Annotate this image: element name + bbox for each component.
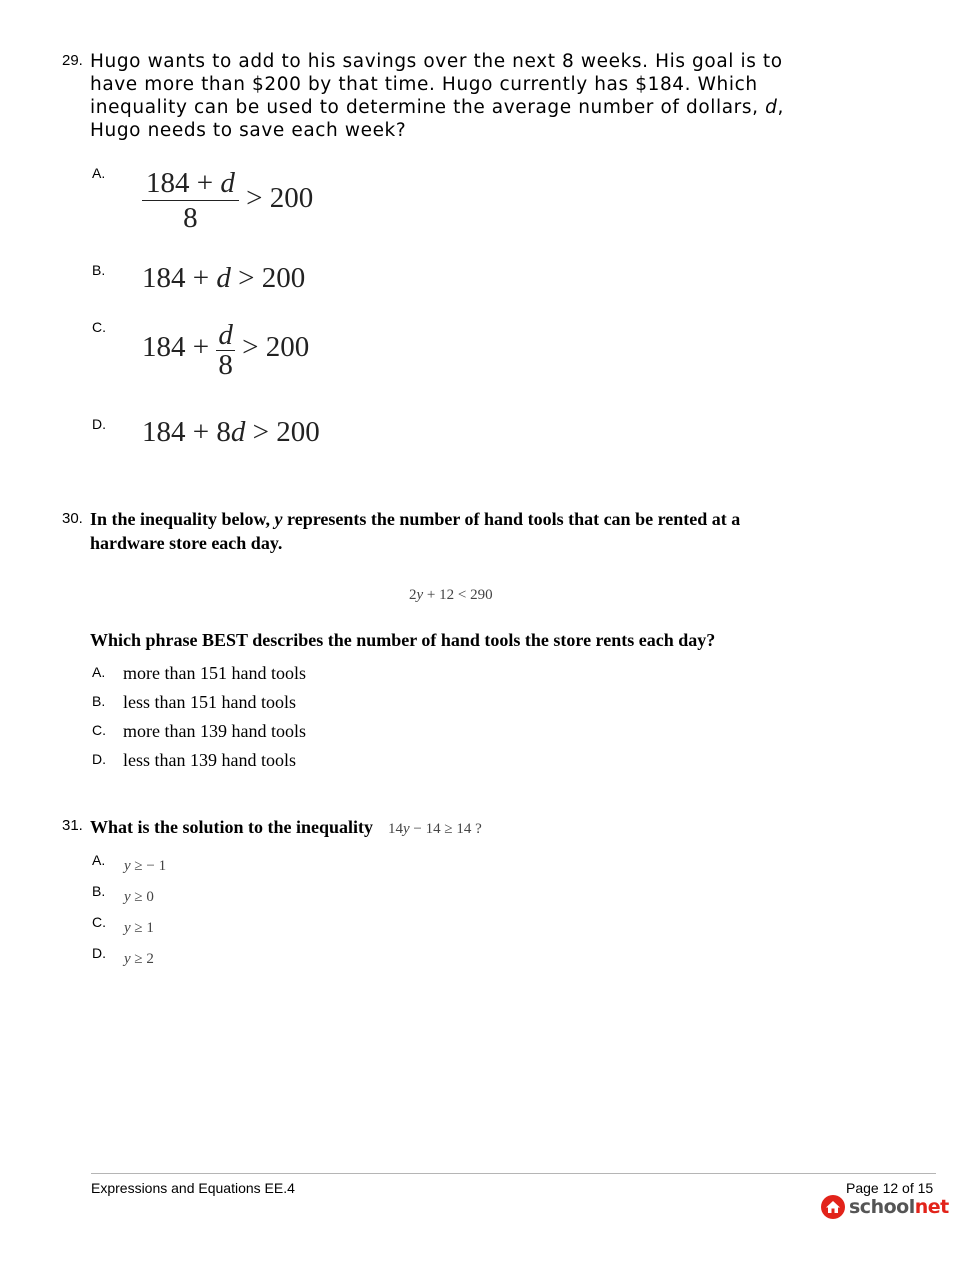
question-30-number: 30. bbox=[62, 510, 83, 527]
q31-option-a-math[interactable]: y ≥ − 1 bbox=[124, 858, 167, 874]
q30-option-b-letter: B. bbox=[92, 693, 106, 709]
q30-equation: 2y + 12 < 290 bbox=[409, 587, 493, 603]
footer-divider bbox=[91, 1173, 936, 1174]
q31-expression: 14y − 14 ≥ 14 ? bbox=[388, 821, 482, 837]
q30-option-b-text[interactable]: less than 151 hand tools bbox=[123, 692, 296, 712]
q30-option-d-text[interactable]: less than 139 hand tools bbox=[123, 750, 296, 770]
footer-page-number: Page 12 of 15 bbox=[846, 1180, 934, 1196]
q29-option-c-math[interactable]: 184 + $\frac{d}{8}$ > 200 bbox=[142, 319, 310, 381]
q31-option-d-math[interactable]: y ≥ 2 bbox=[124, 951, 154, 967]
q29-option-d-letter: D. bbox=[92, 416, 106, 432]
q31-option-b-math[interactable]: y ≥ 0 bbox=[124, 889, 154, 905]
question-29-stem bbox=[90, 50, 810, 142]
q31-option-a-letter: A. bbox=[92, 852, 106, 868]
q30-option-d-letter: D. bbox=[92, 751, 106, 767]
q30-option-c-letter: C. bbox=[92, 722, 106, 738]
q31-option-b-letter: B. bbox=[92, 883, 106, 899]
schoolnet-wordmark: schoolnet bbox=[849, 1196, 949, 1218]
schoolnet-logo bbox=[820, 1194, 949, 1220]
q29-option-a-letter: A. bbox=[92, 165, 106, 181]
question-31-number: 31. bbox=[62, 817, 83, 834]
q29-option-b-math[interactable]: 184 + d > 200 bbox=[142, 262, 306, 294]
q30-option-a-text[interactable]: more than 151 hand tools bbox=[123, 663, 306, 683]
q30-option-c-text[interactable]: more than 139 hand tools bbox=[123, 721, 306, 741]
q29-c-fraction: $\frac{d}{8}$ bbox=[218, 319, 233, 381]
schoolnet-house-icon bbox=[820, 1194, 846, 1220]
q30-stem-line-2: hardware store each day. bbox=[90, 533, 283, 553]
q31-option-c-letter: C. bbox=[92, 914, 106, 930]
q29-line-3: inequality can be used to determine the average number of dollars, d, bbox=[90, 97, 784, 118]
q30-stem-line-1: In the inequality below, y represents the number of hand tools that can be rented at a bbox=[90, 509, 741, 529]
q30-option-a-letter: A. bbox=[92, 664, 106, 680]
q29-a-fraction: $\frac{184 + d}{8}$ bbox=[142, 166, 239, 235]
question-29-number: 29. bbox=[62, 52, 83, 69]
q29-line-1: Hugo wants to add to his savings over the next 8 weeks. His goal is to bbox=[90, 51, 783, 72]
q30-question: Which phrase BEST describes the number of hand tools the store rents each day? bbox=[90, 630, 716, 650]
q31-option-c-math[interactable]: y ≥ 1 bbox=[124, 920, 154, 936]
q29-option-d-math[interactable]: 184 + 8d > 200 bbox=[142, 416, 320, 448]
q29-option-a-math[interactable]: $\frac{184 + d}{8}$ > 200 bbox=[142, 166, 313, 235]
question-30-stem bbox=[90, 507, 850, 555]
q29-option-c-letter: C. bbox=[92, 319, 106, 335]
q29-line-2: have more than $200 by that time. Hugo currently has $184. Which bbox=[90, 74, 758, 95]
q29-option-b-letter: B. bbox=[92, 262, 106, 278]
q29-line-4: Hugo needs to save each week? bbox=[90, 120, 407, 141]
q31-option-d-letter: D. bbox=[92, 945, 106, 961]
footer-title: Expressions and Equations EE.4 bbox=[91, 1180, 295, 1196]
question-31-stem: What is the solution to the inequality bbox=[90, 817, 374, 837]
